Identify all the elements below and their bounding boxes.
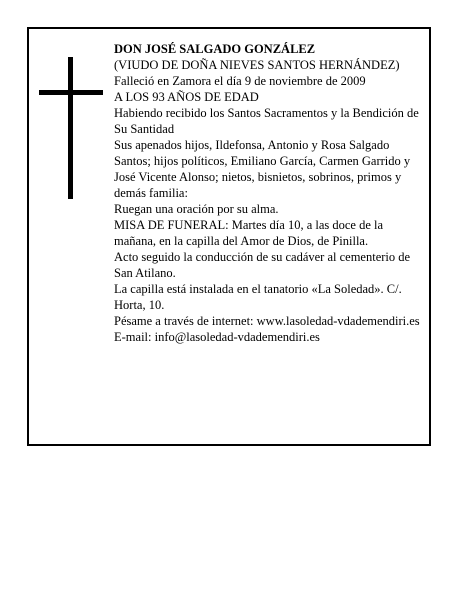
contact-email: E-mail: info@lasoledad-vdademendiri.es xyxy=(114,330,320,344)
family-paragraph: Sus apenados hijos, Ildefonsa, Antonio y Rosa Salgado Santos; hijos políticos, Emiliano García, Carmen Garrido y José Vicente Alonso; nietos, bisnietos, sobrinos, primos y demás familia: xyxy=(114,138,411,200)
age-line: A LOS 93 AÑOS DE EDAD xyxy=(114,90,259,104)
chapel-paragraph: La capilla está instalada en el tanatorio «La Soledad». C/. Horta, 10. xyxy=(114,282,402,312)
funeral-mass-paragraph: MISA DE FUNERAL: Martes día 10, a las doce de la mañana, en la capilla del Amor de Dios, de Pinilla. xyxy=(114,218,384,248)
cross-vertical-bar xyxy=(68,57,73,199)
condolences-website: Pésame a través de internet: www.lasoledad-vdademendiri.es xyxy=(114,314,420,328)
burial-paragraph: Acto seguido la conducción de su cadáver al cementerio de San Atilano. xyxy=(114,250,411,280)
cross-horizontal-bar xyxy=(39,90,103,95)
cross-icon xyxy=(39,57,103,199)
prayer-line: Ruegan una oración por su alma. xyxy=(114,202,279,216)
notice-body xyxy=(114,41,424,345)
death-line: Falleció en Zamora el día 9 de noviembre de 2009 xyxy=(114,74,366,88)
deceased-name: DON JOSÉ SALGADO GONZÁLEZ xyxy=(114,42,316,56)
widower-of-line: (VIUDO DE DOÑA NIEVES SANTOS HERNÁNDEZ) xyxy=(114,58,400,72)
obituary-notice xyxy=(27,27,431,446)
sacraments-line: Habiendo recibido los Santos Sacramentos y la Bendición de Su Santidad xyxy=(114,106,419,136)
